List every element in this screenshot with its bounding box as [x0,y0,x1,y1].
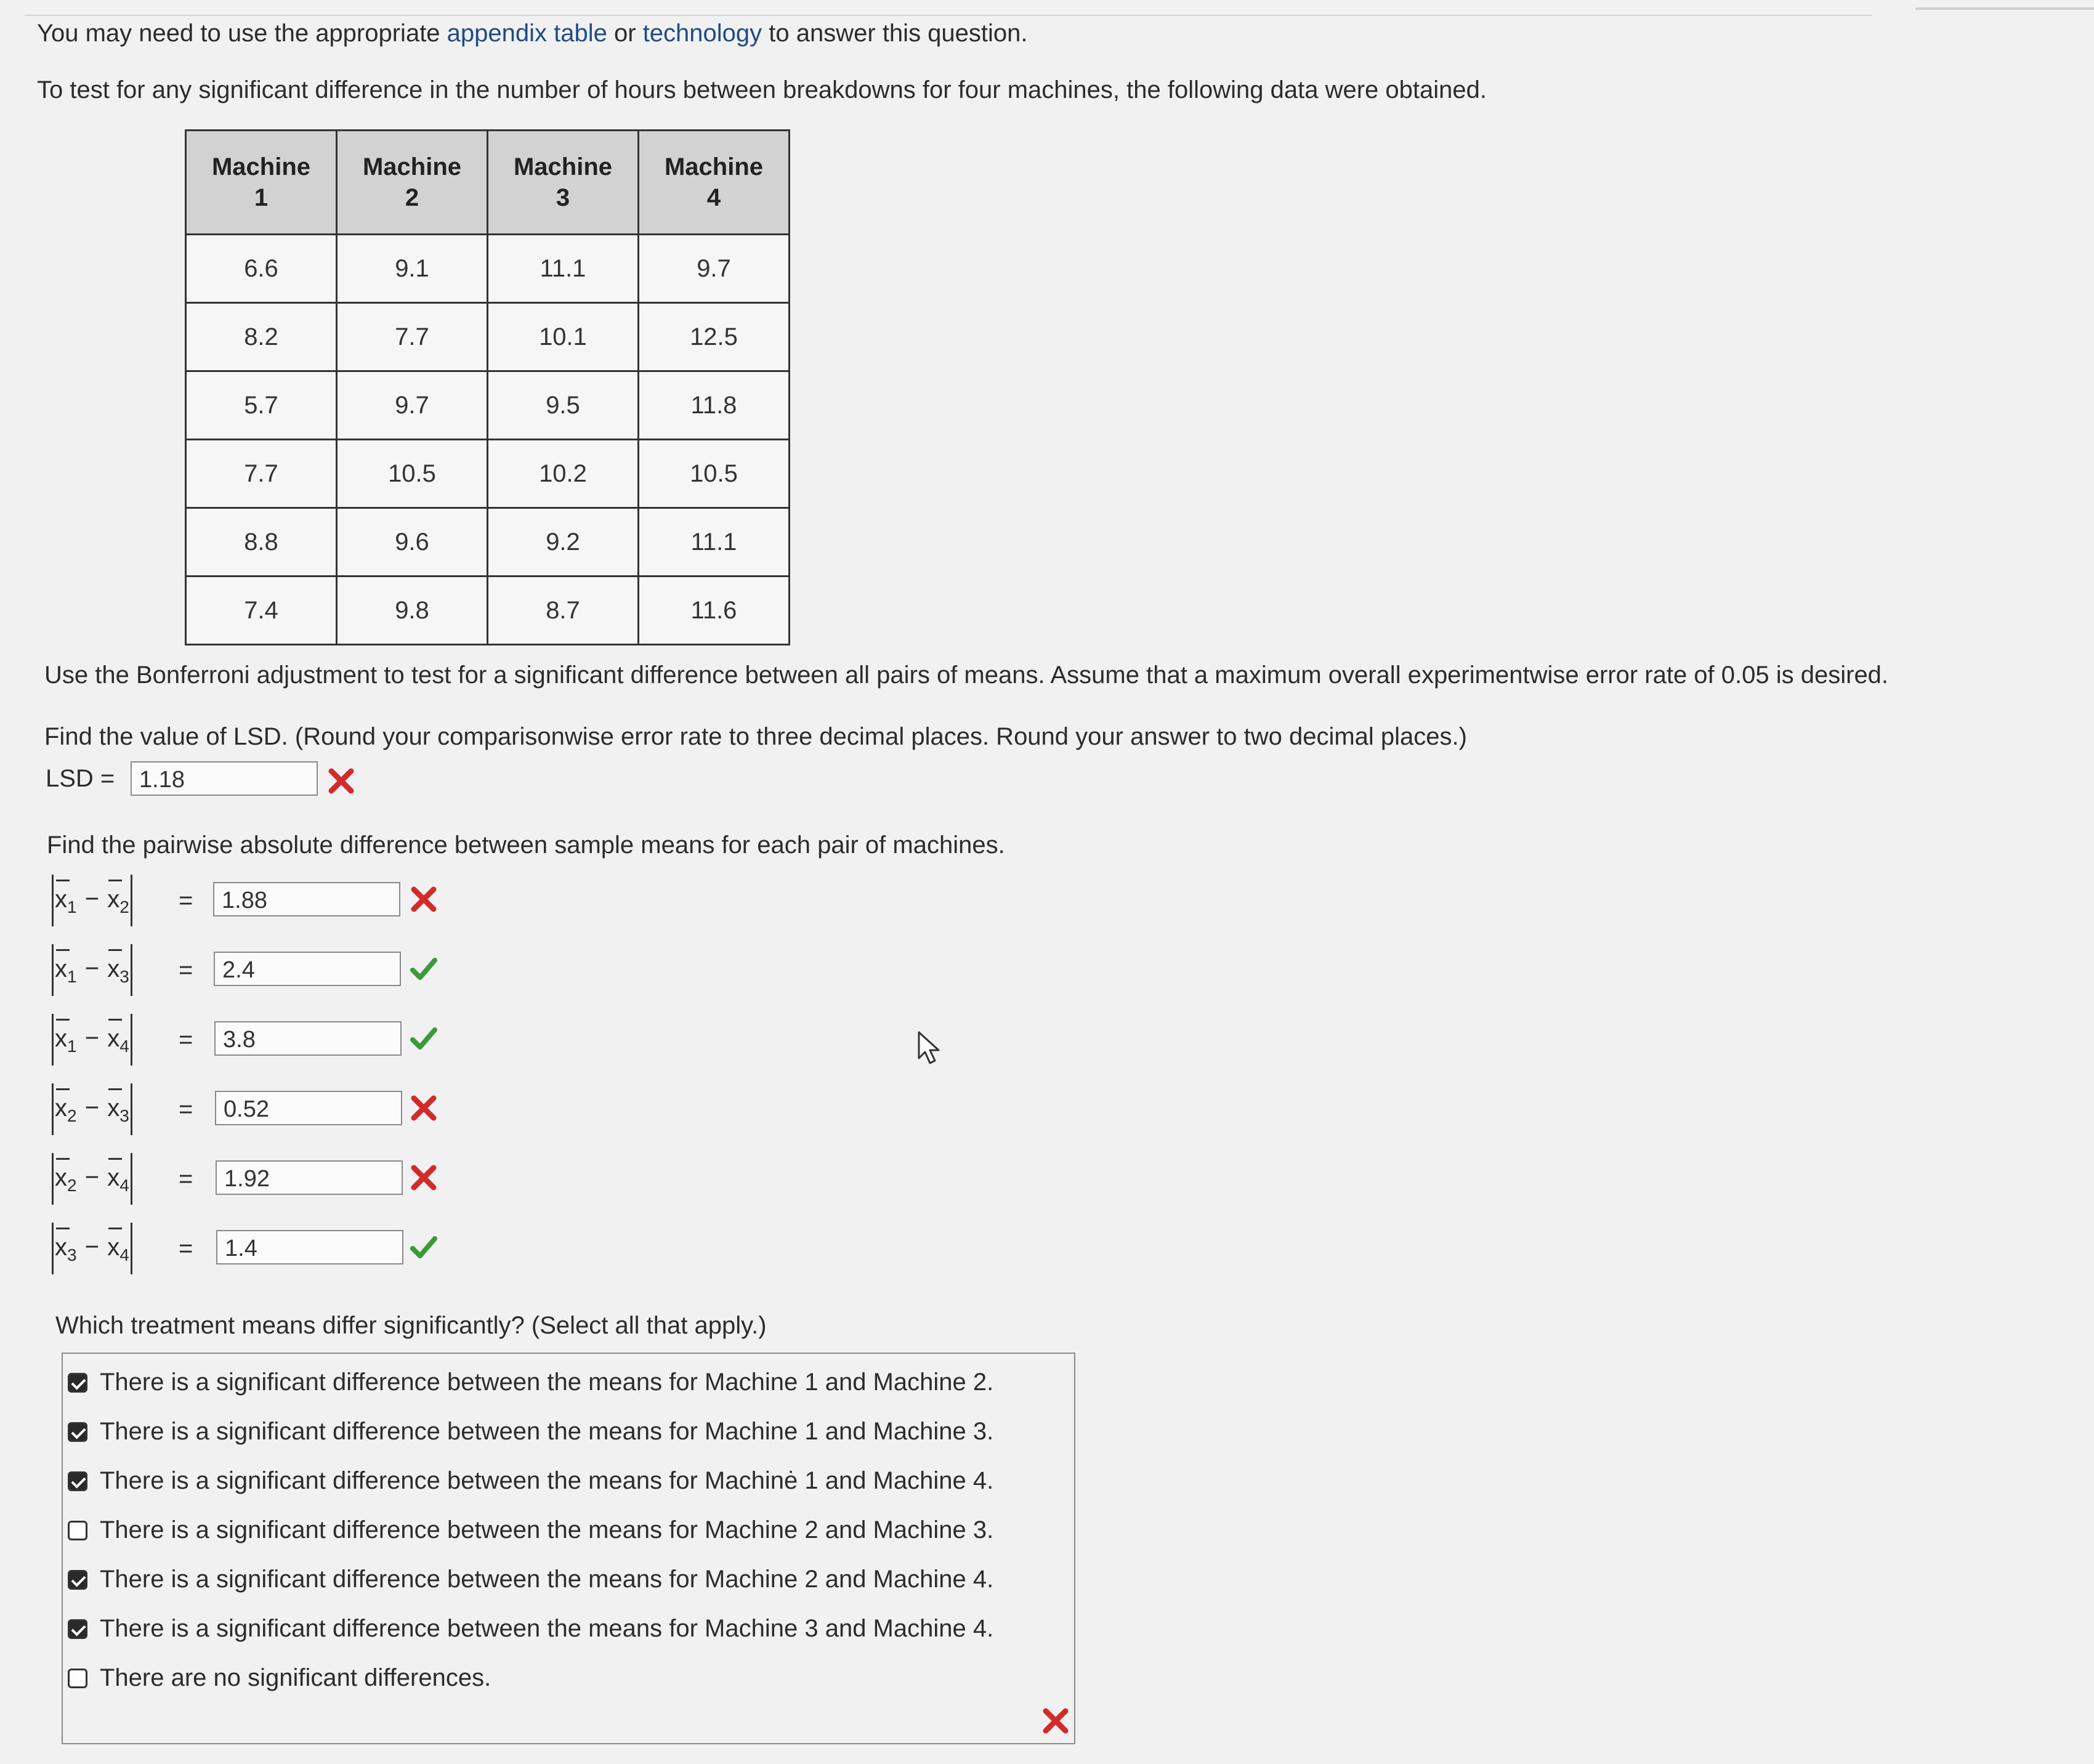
mean-symbol: $x_1$ [54,881,78,926]
checkbox[interactable] [68,1521,87,1540]
header-machine-1: Machine 1 [186,131,337,235]
table-cell: 9.2 [488,508,639,577]
bonferroni-instructions: Use the Bonferroni adjustment to test for a significant difference between all pairs of means. Assume that a maximum overall experimentwise error rate of 0.05 is desired. [44,662,1889,689]
equals-sign: = [179,1235,193,1262]
choice-label: There is a significant difference between the means for Machine 1 and Machine 3. [100,1418,994,1445]
top-right-divider [1915,7,2094,10]
incorrect-x-icon [409,884,439,914]
incorrect-x-icon [409,1163,439,1192]
answer-choice[interactable] [68,1610,993,1647]
which-prompt: Which treatment means differ significantly? (Select all that apply.) [55,1312,767,1339]
answer-choice[interactable] [68,1413,993,1450]
pair-expression [52,1223,132,1278]
table-cell: 10.2 [488,440,639,508]
abs-bar-right [131,944,132,996]
header-machine-2: Machine 2 [337,131,488,235]
pair-expression [52,944,132,1000]
answer-choice[interactable] [68,1462,993,1499]
abs-bar-right [131,1083,132,1135]
pair-difference-input[interactable]: 3.8 [214,1021,402,1056]
pair-difference-input[interactable]: 1.4 [216,1230,403,1264]
checkbox[interactable] [68,1422,87,1442]
mouse-cursor-icon [916,1030,944,1069]
technology-link[interactable]: technology [642,20,762,47]
choice-label: There is a significant difference between the means for Machine 2 and Machine 3. [100,1516,994,1544]
top-divider [25,15,1872,16]
incorrect-x-icon [409,1093,439,1123]
abs-bar-right [131,1014,132,1066]
pair-expression [52,1083,132,1139]
minus-sign: − [84,885,100,913]
equals-sign: = [179,1026,193,1053]
table-cell: 12.5 [639,303,790,371]
table-cell: 7.7 [186,440,337,508]
choice-label: There is a significant difference between the means for Machine 3 and Machine 4. [100,1615,994,1642]
mean-symbol: $x_3$ [106,1090,131,1135]
table-cell: 7.7 [337,303,488,371]
table-row [186,371,790,440]
correct-check-icon [409,954,439,984]
table-cell: 5.7 [186,371,337,440]
mean-symbol: $x_2$ [54,1090,78,1135]
abs-bar-right [131,1223,132,1274]
correct-check-icon [409,1024,439,1053]
intro-post: to answer this question. [762,20,1028,47]
machine-data-table [185,129,790,645]
abs-bar-right [131,1153,132,1205]
table-cell: 10.1 [488,303,639,371]
intro-pre: You may need to use the appropriate [37,20,447,47]
intro-mid: or [607,20,643,47]
table-cell: 9.1 [337,235,488,303]
table-cell: 9.7 [639,235,790,303]
header-machine-3: Machine 3 [488,131,639,235]
mean-symbol: $x_4$ [106,1229,131,1274]
mean-symbol: $x_2$ [54,1159,78,1204]
choice-label: There is a significant difference between the means for Machine 1 and Machine 2. [100,1369,994,1396]
minus-sign: − [84,955,100,982]
checkbox[interactable] [68,1373,87,1393]
checkbox[interactable] [68,1570,87,1590]
equals-sign: = [179,957,193,984]
minus-sign: − [84,1094,100,1122]
pairwise-prompt: Find the pairwise absolute difference between sample means for each pair of machines. [47,831,1005,859]
mean-symbol: $x_1$ [54,1020,78,1065]
pair-difference-input[interactable]: 0.52 [215,1091,402,1125]
table-cell: 8.8 [186,508,337,577]
checkbox[interactable] [68,1619,87,1639]
pair-difference-input[interactable]: 2.4 [214,952,401,986]
table-cell: 10.5 [337,440,488,508]
choice-label: There are no significant differences. [100,1664,491,1691]
equals-sign: = [179,1165,193,1192]
table-cell: 11.8 [639,371,790,440]
answer-choice[interactable] [68,1659,491,1696]
table-cell: 9.8 [337,577,488,645]
minus-sign: − [84,1233,100,1261]
header-machine-4: Machine 4 [639,131,790,235]
mean-symbol: $x_2$ [106,881,131,926]
table-row [186,303,790,371]
table-cell: 9.5 [488,371,639,440]
abs-bar-right [131,875,132,926]
mean-symbol: $x_1$ [54,950,78,995]
equals-sign: = [179,887,193,914]
checkbox[interactable] [68,1669,87,1688]
table-cell: 10.5 [639,440,790,508]
table-row [186,440,790,508]
table-cell: 11.1 [488,235,639,303]
mean-symbol: $x_4$ [106,1159,131,1204]
table-row [186,577,790,645]
mean-symbol: $x_3$ [106,950,131,995]
minus-sign: − [84,1163,100,1191]
table-row [186,235,790,303]
pair-expression [52,1014,132,1069]
choice-label: There is a significant difference between the means for Machine 2 and Machine 4. [100,1566,994,1593]
correct-check-icon [409,1232,439,1262]
mean-symbol: $x_3$ [54,1229,78,1274]
incorrect-x-icon [326,766,356,796]
pair-difference-input[interactable]: 1.92 [216,1160,403,1195]
table-cell: 6.6 [186,235,337,303]
table-cell: 9.7 [337,371,488,440]
choice-label: There is a significant difference between the means for Machinė 1 and Machine 4. [100,1467,994,1494]
answer-choice[interactable] [68,1364,993,1401]
table-cell: 7.4 [186,577,337,645]
table-cell: 9.6 [337,508,488,577]
problem-statement: To test for any significant difference in the number of hours between breakdowns for four machines, the following data were obtained. [37,76,1487,103]
minus-sign: − [84,1024,100,1052]
lsd-input[interactable]: 1.18 [131,761,318,796]
equals-sign: = [179,1096,193,1123]
pair-expression [52,875,132,930]
answer-choice[interactable] [68,1511,993,1548]
intro-text [37,17,1028,49]
table-row [186,508,790,577]
pair-expression [52,1153,132,1208]
table-cell: 11.1 [639,508,790,577]
checkbox[interactable] [68,1471,87,1491]
pair-difference-input[interactable]: 1.88 [213,882,400,916]
table-cell: 8.2 [186,303,337,371]
lsd-prompt: Find the value of LSD. (Round your comparisonwise error rate to three decimal places. Round your answer to two decimal places.) [44,723,1467,750]
table-header-row [186,131,790,235]
appendix-table-link[interactable]: appendix table [447,20,607,47]
table-cell: 11.6 [639,577,790,645]
table-cell: 8.7 [488,577,639,645]
mean-symbol: $x_4$ [106,1020,131,1065]
answer-choice[interactable] [68,1561,993,1598]
incorrect-x-icon [1041,1706,1070,1736]
lsd-label: LSD = [46,765,115,792]
